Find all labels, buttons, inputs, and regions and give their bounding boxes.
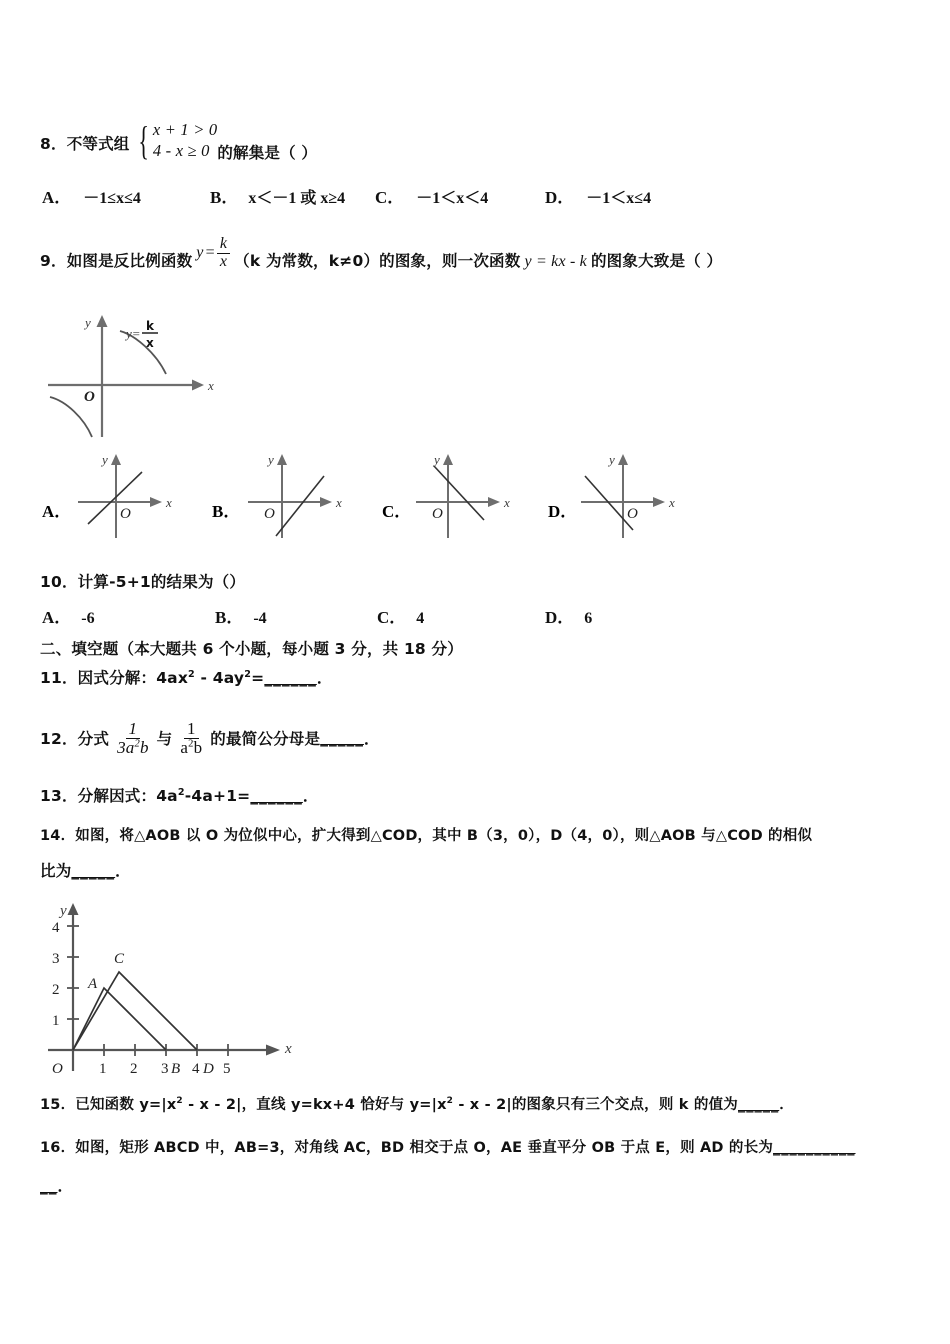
svg-text:1: 1 (99, 1061, 107, 1077)
q10-option-b-label: B． (215, 608, 244, 627)
svg-text:O: O (52, 1061, 63, 1077)
svg-text:y=: y= (126, 326, 141, 341)
question-10 (40, 570, 245, 592)
q13-expression: $4a^2-4a+1=$ (156, 786, 251, 805)
svg-text:y: y (60, 903, 67, 919)
svg-text:x: x (504, 495, 510, 510)
q13-period: ． (302, 787, 319, 805)
svg-text:x: x (208, 378, 214, 393)
q12-fraction-2-numerator: 1 (184, 720, 199, 739)
q10-option-a[interactable] (42, 603, 95, 628)
q8-option-c[interactable] (375, 183, 488, 208)
q8-option-a-text: －1≤x≤4 (83, 190, 141, 207)
svg-text:2: 2 (52, 982, 60, 998)
q9-option-a-graph[interactable] (72, 450, 192, 540)
q9-number: 9． (40, 252, 67, 271)
q13-number: 13． (40, 787, 78, 805)
q8-inequality-system (134, 117, 218, 163)
q9-text-c: 的图象大致是（ ） (590, 252, 723, 271)
q9-option-b-label: B． (212, 502, 241, 521)
question-9 (40, 235, 723, 280)
q15-number: 15． (40, 1097, 76, 1113)
q14-coordinate-figure (38, 893, 308, 1078)
q12-fraction-1-denominator: $3a^2b$ (117, 737, 149, 757)
q12-fraction-2 (177, 720, 205, 757)
svg-text:1: 1 (52, 1013, 60, 1029)
q11-answer-blank[interactable]: ______ (264, 669, 317, 687)
svg-text:x: x (166, 495, 172, 510)
svg-text:y: y (609, 452, 615, 467)
svg-text:O: O (627, 506, 638, 522)
q8-option-b-text: x＜－1 或 x≥4 (248, 190, 346, 207)
svg-text:x: x (336, 495, 342, 510)
q8-option-d[interactable] (545, 183, 651, 208)
q9-hyperbola-figure (40, 305, 230, 440)
svg-text:O: O (84, 389, 95, 405)
svg-text:y: y (85, 315, 91, 330)
question-15 (40, 1093, 794, 1114)
q16-number: 16． (40, 1140, 76, 1156)
question-14-line-2 (40, 859, 131, 881)
q12-answer-blank[interactable]: _____ (320, 729, 364, 748)
svg-text:x: x (285, 1041, 292, 1057)
q16-answer-blank[interactable]: __________ (773, 1140, 856, 1156)
q12-text-b: 与 (156, 730, 173, 749)
q9-inverse-formula (196, 236, 230, 271)
svg-text:O: O (120, 506, 131, 522)
svg-text:y: y (434, 452, 440, 467)
q9-formula-denominator: x (219, 252, 228, 270)
q9-formula-eq: = (205, 244, 215, 262)
q12-fraction-2-denominator: $a^2b$ (180, 737, 203, 757)
q10-option-d-text: 6 (584, 610, 593, 627)
q15-text-b: - x - 2|，直线 y=kx+4 恰好与 y=|x (182, 1097, 447, 1113)
q13-answer-blank[interactable]: ______ (250, 787, 303, 805)
svg-text:2: 2 (130, 1061, 138, 1077)
svg-text:3: 3 (161, 1061, 169, 1077)
q8-option-a-label: A． (42, 188, 72, 207)
q14-answer-blank[interactable]: _____ (71, 862, 116, 880)
q9-formula-y: y (196, 244, 204, 262)
q11-text-a: 因式分解： (77, 669, 157, 687)
q12-fraction-1 (114, 720, 152, 757)
q10-option-b-text: -4 (253, 610, 267, 627)
q15-period: ． (779, 1097, 794, 1113)
question-16-line-2 (40, 1174, 73, 1196)
q12-text-c: 的最简公分母是 (210, 730, 321, 749)
q8-system-line-2: 4 - x ≥ 0 (152, 140, 210, 160)
svg-text:A: A (88, 976, 98, 992)
q10-option-b[interactable] (215, 603, 267, 628)
q10-option-c[interactable] (377, 603, 424, 628)
q10-option-a-label: A． (42, 608, 72, 627)
q8-option-c-text: －1＜x＜4 (416, 190, 489, 207)
q15-answer-blank[interactable]: _____ (738, 1097, 780, 1113)
q8-number: 8． (40, 134, 67, 153)
q12-period: ． (363, 730, 380, 749)
left-brace-icon: { (137, 117, 149, 163)
q8-option-c-label: C． (375, 188, 405, 207)
q10-option-c-text: 4 (416, 610, 425, 627)
section-2-heading: 二、填空题（本大题共 6 个小题，每小题 3 分，共 18 分） (40, 640, 463, 658)
q14-line-1: 如图，将△AOB 以 O 为位似中心，扩大得到△COD，其中 B（3，0），D（4，0），则△AOB 与△COD 的相似 (75, 828, 813, 844)
svg-text:x: x (669, 495, 675, 510)
q9-formula-numerator: k (217, 236, 230, 254)
q10-number: 10． (40, 573, 78, 591)
svg-text:C: C (114, 951, 125, 967)
svg-text:O: O (264, 506, 275, 522)
q8-option-b-label: B． (210, 188, 239, 207)
q9-option-b-graph[interactable] (242, 450, 362, 540)
q12-text-a: 分式 (77, 730, 110, 749)
q14-number: 14． (40, 828, 76, 844)
q9-option-d-label: D． (548, 502, 578, 521)
q16-line-1: 如图，矩形 ABCD 中，AB=3，对角线 AC，BD 相交于点 O，AE 垂直平分 OB 于点 E，则 AD 的长为 (75, 1140, 774, 1156)
q10-option-d[interactable] (545, 603, 592, 628)
svg-text:B: B (171, 1061, 181, 1077)
q13-text-a: 分解因式： (77, 787, 157, 805)
q9-option-c-graph[interactable] (410, 450, 530, 540)
q15-text-a: 已知函数 y=|x (75, 1097, 177, 1113)
question-14-line-1 (40, 824, 812, 845)
q8-option-b[interactable] (210, 183, 345, 208)
q15-sup-1: 2 (176, 1096, 183, 1107)
svg-text:k: k (146, 319, 154, 333)
q8-option-a[interactable] (42, 183, 141, 208)
q8-option-d-text: －1＜x≤4 (586, 190, 652, 207)
q9-option-d-graph[interactable] (575, 450, 695, 540)
q11-period: ． (316, 669, 333, 687)
question-8 (40, 117, 318, 163)
q11-expression: $4ax^2 - 4ay^2$ (156, 668, 252, 687)
svg-text:x: x (146, 336, 154, 350)
q12-fraction-1-numerator: 1 (126, 720, 141, 739)
q16-answer-blank-continued[interactable]: __ (40, 1177, 58, 1195)
question-16-line-1 (40, 1136, 856, 1157)
question-13 (40, 784, 319, 806)
q8-stem-before: 不等式组 (66, 134, 130, 153)
question-12 (40, 720, 380, 757)
q9-option-a-label: A． (42, 502, 72, 521)
q10-option-c-label: C． (377, 608, 407, 627)
svg-text:O: O (432, 506, 443, 522)
q9-option-c-label: C． (382, 502, 412, 521)
q15-text-c: - x - 2|的图象只有三个交点，则 k 的值为 (453, 1097, 738, 1113)
q10-option-d-label: D． (545, 608, 575, 627)
q8-system-line-1: x + 1 > 0 (152, 120, 218, 139)
svg-text:4: 4 (52, 920, 60, 936)
svg-text:3: 3 (52, 951, 60, 967)
q15-sup-2: 2 (446, 1096, 454, 1107)
q8-stem-after: 的解集是（ ） (217, 143, 318, 162)
q14-period: ． (115, 862, 131, 880)
question-11 (40, 666, 333, 688)
q9-text-b: （k 为常数，k≠0）的图象，则一次函数 (234, 252, 521, 271)
svg-text:y: y (102, 452, 108, 467)
svg-text:4: 4 (192, 1061, 200, 1077)
q10-option-a-text: -6 (81, 610, 95, 627)
q10-text: 计算-5+1的结果为（） (77, 573, 246, 591)
q9-text-a: 如图是反比例函数 (66, 252, 193, 271)
svg-text:y: y (268, 452, 274, 467)
svg-text:5: 5 (223, 1061, 231, 1077)
q9-linear-formula: y = kx - k (524, 253, 587, 271)
q8-option-d-label: D． (545, 188, 575, 207)
q16-period: ． (57, 1177, 74, 1195)
q11-number: 11． (40, 669, 78, 687)
q9-formula-fraction (217, 236, 230, 271)
q12-number: 12． (40, 730, 78, 749)
svg-text:D: D (203, 1061, 214, 1077)
q11-equals: = (251, 669, 265, 687)
q14-line-2-a: 比为 (40, 862, 72, 880)
